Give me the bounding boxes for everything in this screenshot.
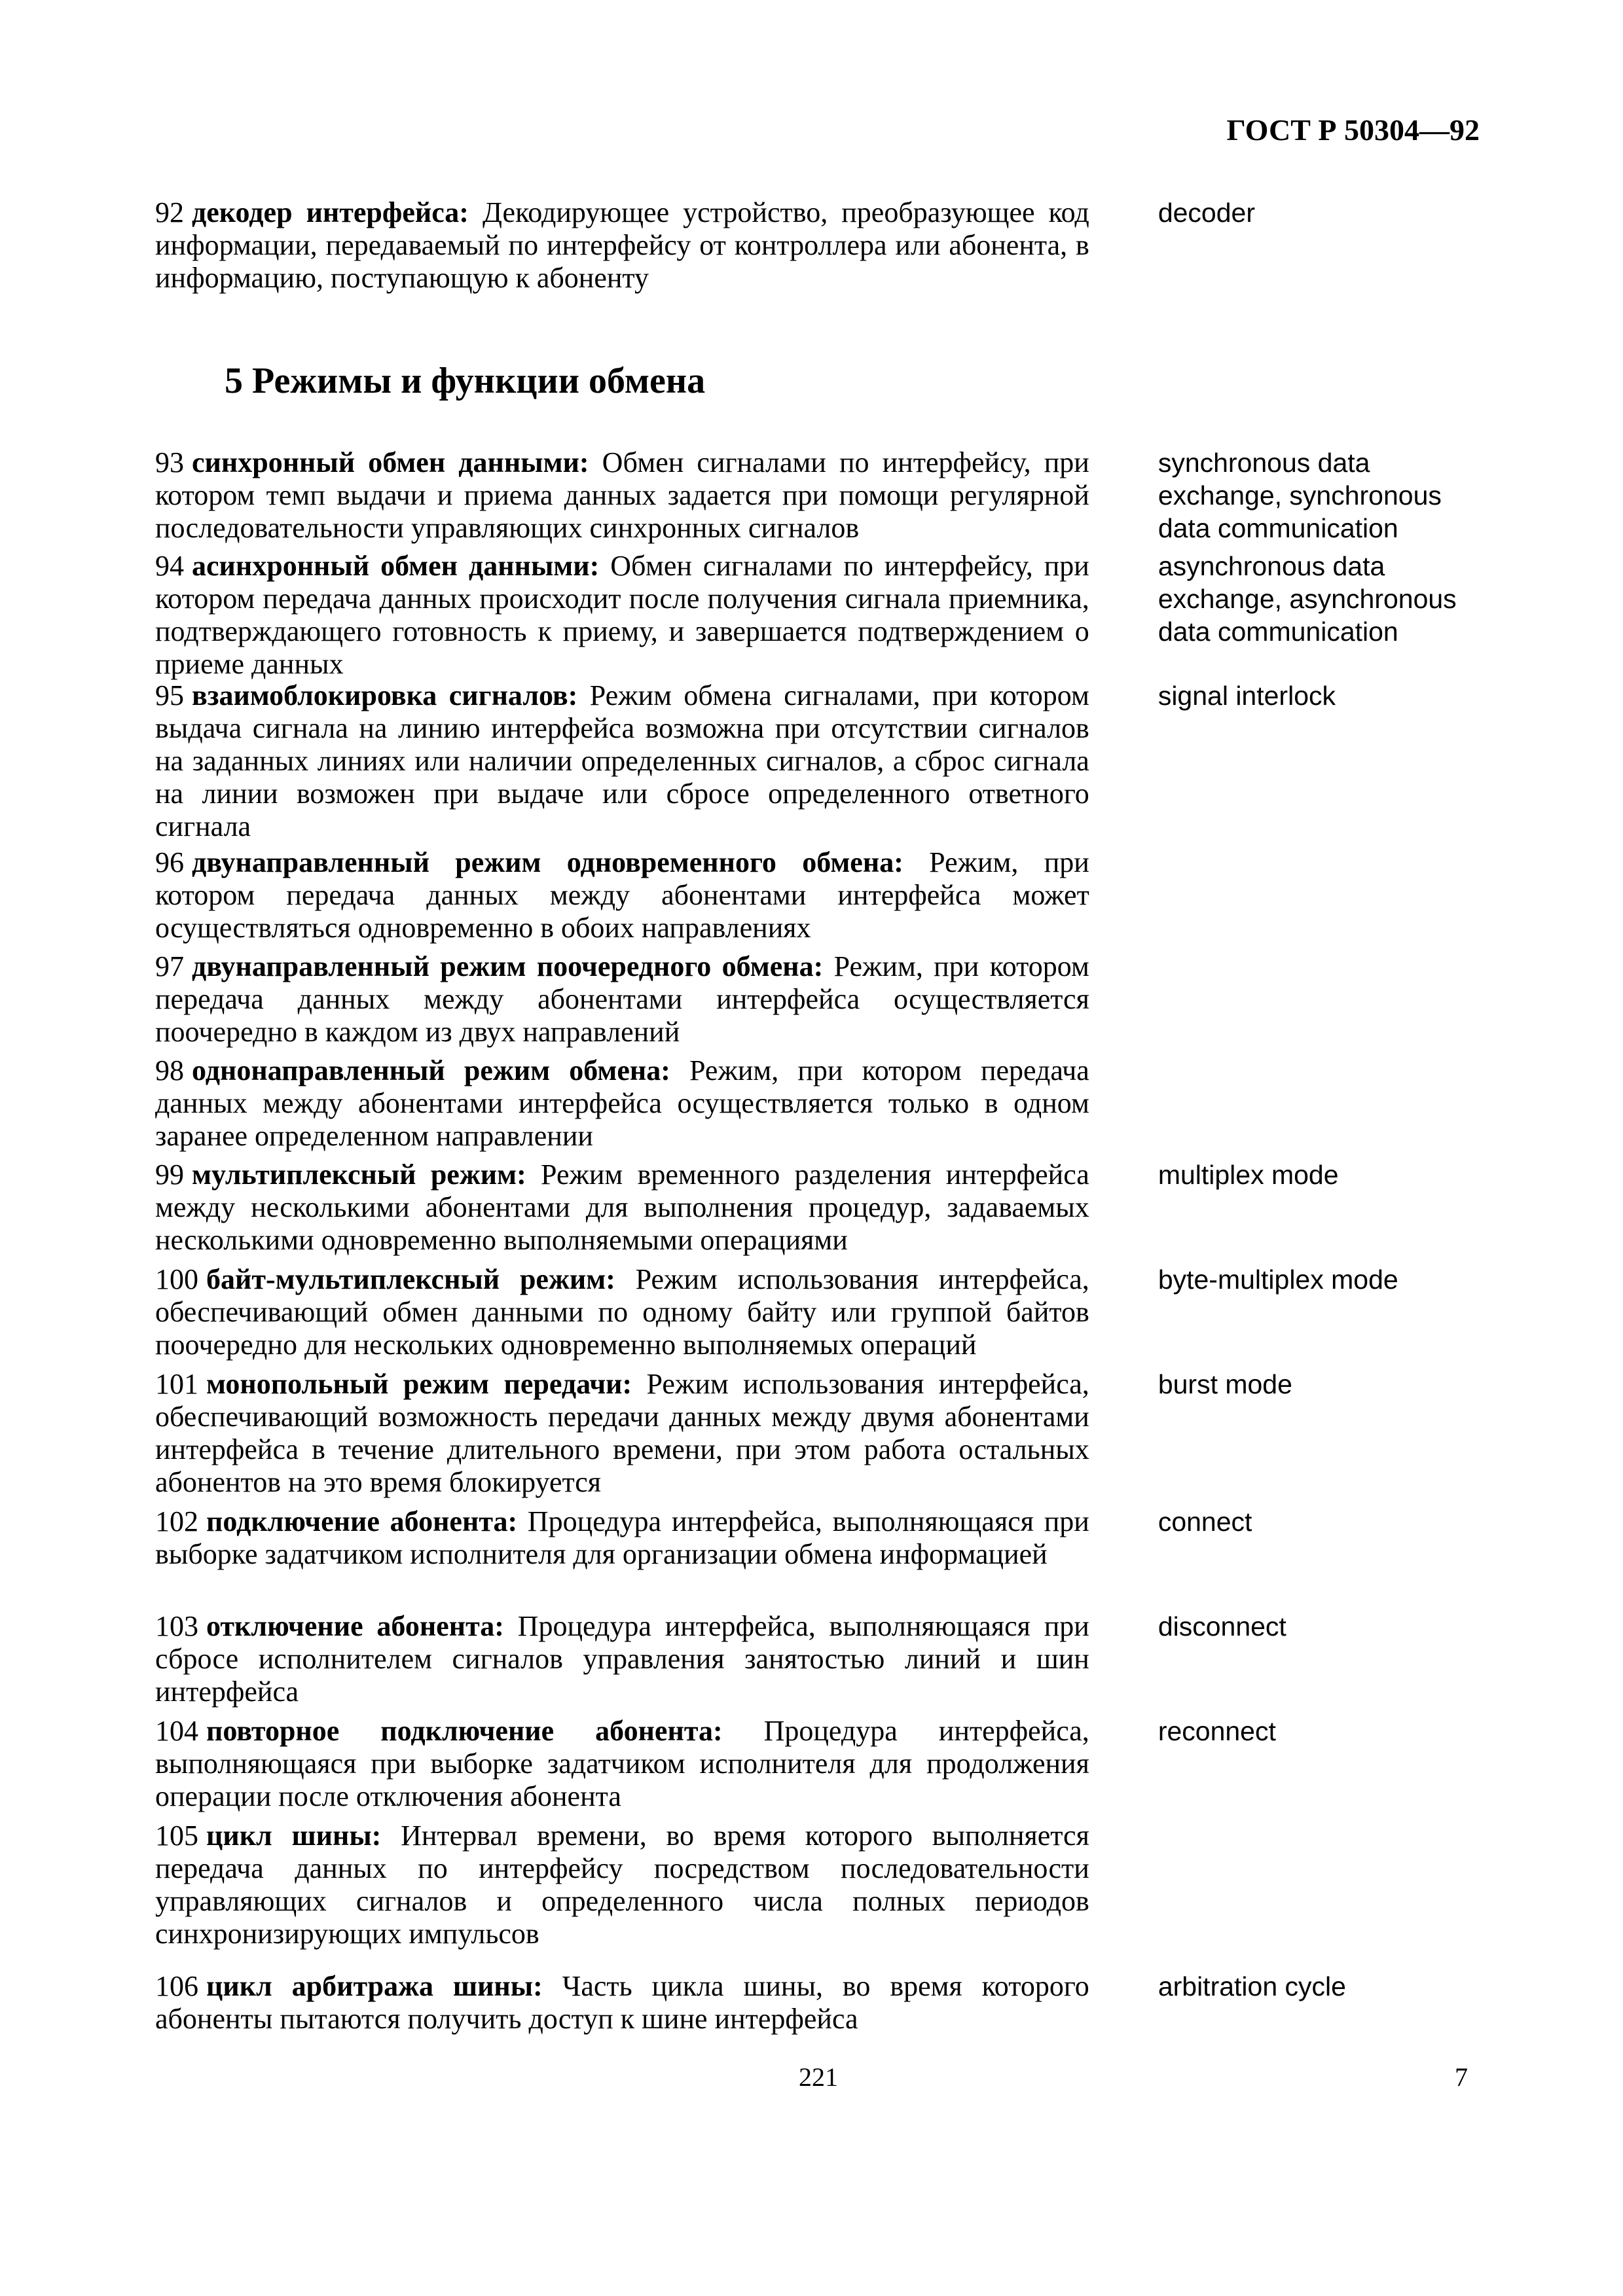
term-definition bbox=[155, 1505, 1089, 1571]
term-number: 94 bbox=[155, 550, 184, 582]
term-number: 92 bbox=[155, 196, 184, 228]
term-text: Декодирующее устройство, преобразующее код информации, передаваемый по интерфейсу от контроллера или абонента, в информацию, поступающую к абоненту bbox=[155, 196, 1089, 294]
term-name: синхронный обмен данными: bbox=[192, 446, 589, 478]
term-entry bbox=[155, 550, 1484, 681]
term-name: декодер интерфейса: bbox=[192, 196, 469, 228]
term-name: повторное подключение абонента: bbox=[206, 1715, 723, 1747]
term-definition bbox=[155, 196, 1089, 295]
page-number-right: 7 bbox=[1455, 2062, 1468, 2092]
term-definition bbox=[155, 1970, 1089, 2036]
term-number: 99 bbox=[155, 1158, 184, 1191]
english-equivalent: multiplex mode bbox=[1158, 1160, 1339, 1190]
term-definition bbox=[155, 550, 1089, 681]
term-number: 98 bbox=[155, 1054, 184, 1086]
term-definition bbox=[155, 446, 1089, 545]
term-number: 106 bbox=[155, 1970, 198, 2002]
term-entry bbox=[155, 1970, 1484, 2036]
term-number: 95 bbox=[155, 679, 184, 711]
term-definition bbox=[155, 846, 1089, 944]
term-entry bbox=[155, 446, 1484, 545]
term-text: Режим обмена сигналами, при котором выдача сигнала на линию интерфейса возможна при отсутствии сигналов на заданных линиях или наличии определенных сигналов, а сброс сигнала на линии возможен при выдаче или сбросе определенного ответного сигнала bbox=[155, 679, 1089, 842]
section-title: 5 Режимы и функции обмена bbox=[225, 361, 706, 401]
term-entry bbox=[155, 1158, 1484, 1257]
term-text: Часть цикла шины, во время которого абоненты пытаются получить доступ к шине интерфейса bbox=[155, 1970, 1089, 2035]
term-definition bbox=[155, 1158, 1089, 1257]
term-name: монопольный режим передачи: bbox=[206, 1368, 632, 1400]
term-definition bbox=[155, 1368, 1089, 1499]
term-entry bbox=[155, 1368, 1484, 1499]
english-equivalent: byte-multiplex mode bbox=[1158, 1265, 1398, 1295]
term-definition bbox=[155, 950, 1089, 1049]
term-text: Процедура интерфейса, выполняющаяся при сбросе исполнителем сигналов управления занятостью линий и шин интерфейса bbox=[155, 1610, 1089, 1708]
term-number: 93 bbox=[155, 446, 184, 478]
term-number: 103 bbox=[155, 1610, 198, 1642]
term-name: однонаправленный режим обмена: bbox=[192, 1054, 670, 1086]
term-definition bbox=[155, 1820, 1089, 1950]
english-equivalent bbox=[1158, 1820, 1484, 1950]
term-name: двунаправленный режим одновременного обмена: bbox=[192, 846, 903, 878]
term-name: двунаправленный режим поочередного обмена: bbox=[192, 950, 824, 982]
term-name: цикл шины: bbox=[206, 1820, 382, 1852]
term-number: 102 bbox=[155, 1505, 198, 1537]
term-text: Режим временного разделения интерфейса между несколькими абонентами для выполнения процедур, задаваемых несколькими одновременно выполняемыми операциями bbox=[155, 1158, 1089, 1256]
term-number: 105 bbox=[155, 1820, 198, 1852]
english-equivalent: signal interlock bbox=[1158, 681, 1336, 711]
term-text: Процедура интерфейса, выполняющаяся при выборке задатчиком исполнителя для организации обмена информацией bbox=[155, 1505, 1089, 1570]
term-number: 101 bbox=[155, 1368, 198, 1400]
english-equivalent: reconnect bbox=[1158, 1716, 1276, 1746]
term-name: цикл арбитража шины: bbox=[206, 1970, 543, 2002]
term-name: асинхронный обмен данными: bbox=[192, 550, 600, 582]
term-text: Обмен сигналами по интерфейсу, при котором передача данных происходит после получения сигнала приемника, подтверждающего готовность к приему, и завершается подтверждением о приеме данных bbox=[155, 550, 1089, 680]
english-equivalent: connect bbox=[1158, 1507, 1252, 1537]
page-number-center: 221 bbox=[799, 2062, 838, 2092]
term-text: Режим использования интерфейса, обеспечивающий обмен данными по одному байту или группой байтов поочередно для нескольких одновременно выполняемых операций bbox=[155, 1263, 1089, 1361]
term-text: Режим использования интерфейса, обеспечивающий возможность передачи данных между двумя абонентами интерфейса в течение длительного времени, при этом работа остальных абонентов на это время блокируется bbox=[155, 1368, 1089, 1498]
term-text: Режим, при котором передача данных между абонентами интерфейса осуществляется поочередно в каждом из двух направлений bbox=[155, 950, 1089, 1048]
term-text: Интервал времени, во время которого выполняется передача данных по интерфейсу посредством последовательности управляющих сигналов и определенного числа полных периодов синхронизирующих импульсов bbox=[155, 1820, 1089, 1950]
document-header: ГОСТ Р 50304—92 bbox=[1226, 113, 1480, 147]
term-text: Режим, при котором передача данных между абонентами интерфейса осуществляется только в одном заранее определенном направлении bbox=[155, 1054, 1089, 1152]
term-text: Процедура интерфейса, выполняющаяся при выборке задатчиком исполнителя для продолжения операции после отключения абонента bbox=[155, 1715, 1089, 1812]
term-entry bbox=[155, 1263, 1484, 1361]
english-equivalent bbox=[1158, 846, 1484, 944]
term-name: байт-мультиплексный режим: bbox=[206, 1263, 615, 1295]
english-equivalent: decoder bbox=[1158, 198, 1255, 228]
english-equivalent: asynchronous data exchange, asynchronous data communication bbox=[1158, 551, 1457, 647]
english-equivalent: burst mode bbox=[1158, 1369, 1292, 1399]
english-equivalent bbox=[1158, 950, 1484, 1049]
english-equivalent: synchronous data exchange, synchronous data communication bbox=[1158, 448, 1442, 543]
term-entry bbox=[155, 846, 1484, 944]
term-text: Режим, при котором передача данных между абонентами интерфейса может осуществляться одновременно в обоих направлениях bbox=[155, 846, 1089, 944]
term-entry bbox=[155, 950, 1484, 1049]
term-entry bbox=[155, 1715, 1484, 1813]
term-name: отключение абонента: bbox=[206, 1610, 504, 1642]
term-definition bbox=[155, 1054, 1089, 1153]
term-entry bbox=[155, 1505, 1484, 1571]
term-number: 96 bbox=[155, 846, 184, 878]
term-name: подключение абонента: bbox=[206, 1505, 518, 1537]
term-entry bbox=[155, 196, 1484, 295]
term-number: 97 bbox=[155, 950, 184, 982]
term-entry bbox=[155, 1820, 1484, 1950]
term-text: Обмен сигналами по интерфейсу, при котором темп выдачи и приема данных задается при помощи регулярной последовательности управляющих синхронных сигналов bbox=[155, 446, 1089, 544]
english-equivalent bbox=[1158, 1054, 1484, 1153]
term-name: мультиплексный режим: bbox=[192, 1158, 526, 1191]
term-definition bbox=[155, 679, 1089, 843]
term-definition bbox=[155, 1715, 1089, 1813]
term-entry bbox=[155, 1610, 1484, 1708]
term-definition bbox=[155, 1263, 1089, 1361]
term-name: взаимоблокировка сигналов: bbox=[192, 679, 578, 711]
term-entry bbox=[155, 679, 1484, 843]
term-definition bbox=[155, 1610, 1089, 1708]
english-equivalent: arbitration cycle bbox=[1158, 1971, 1346, 2001]
english-equivalent: disconnect bbox=[1158, 1611, 1286, 1641]
term-entry bbox=[155, 1054, 1484, 1153]
term-number: 104 bbox=[155, 1715, 198, 1747]
term-number: 100 bbox=[155, 1263, 198, 1295]
